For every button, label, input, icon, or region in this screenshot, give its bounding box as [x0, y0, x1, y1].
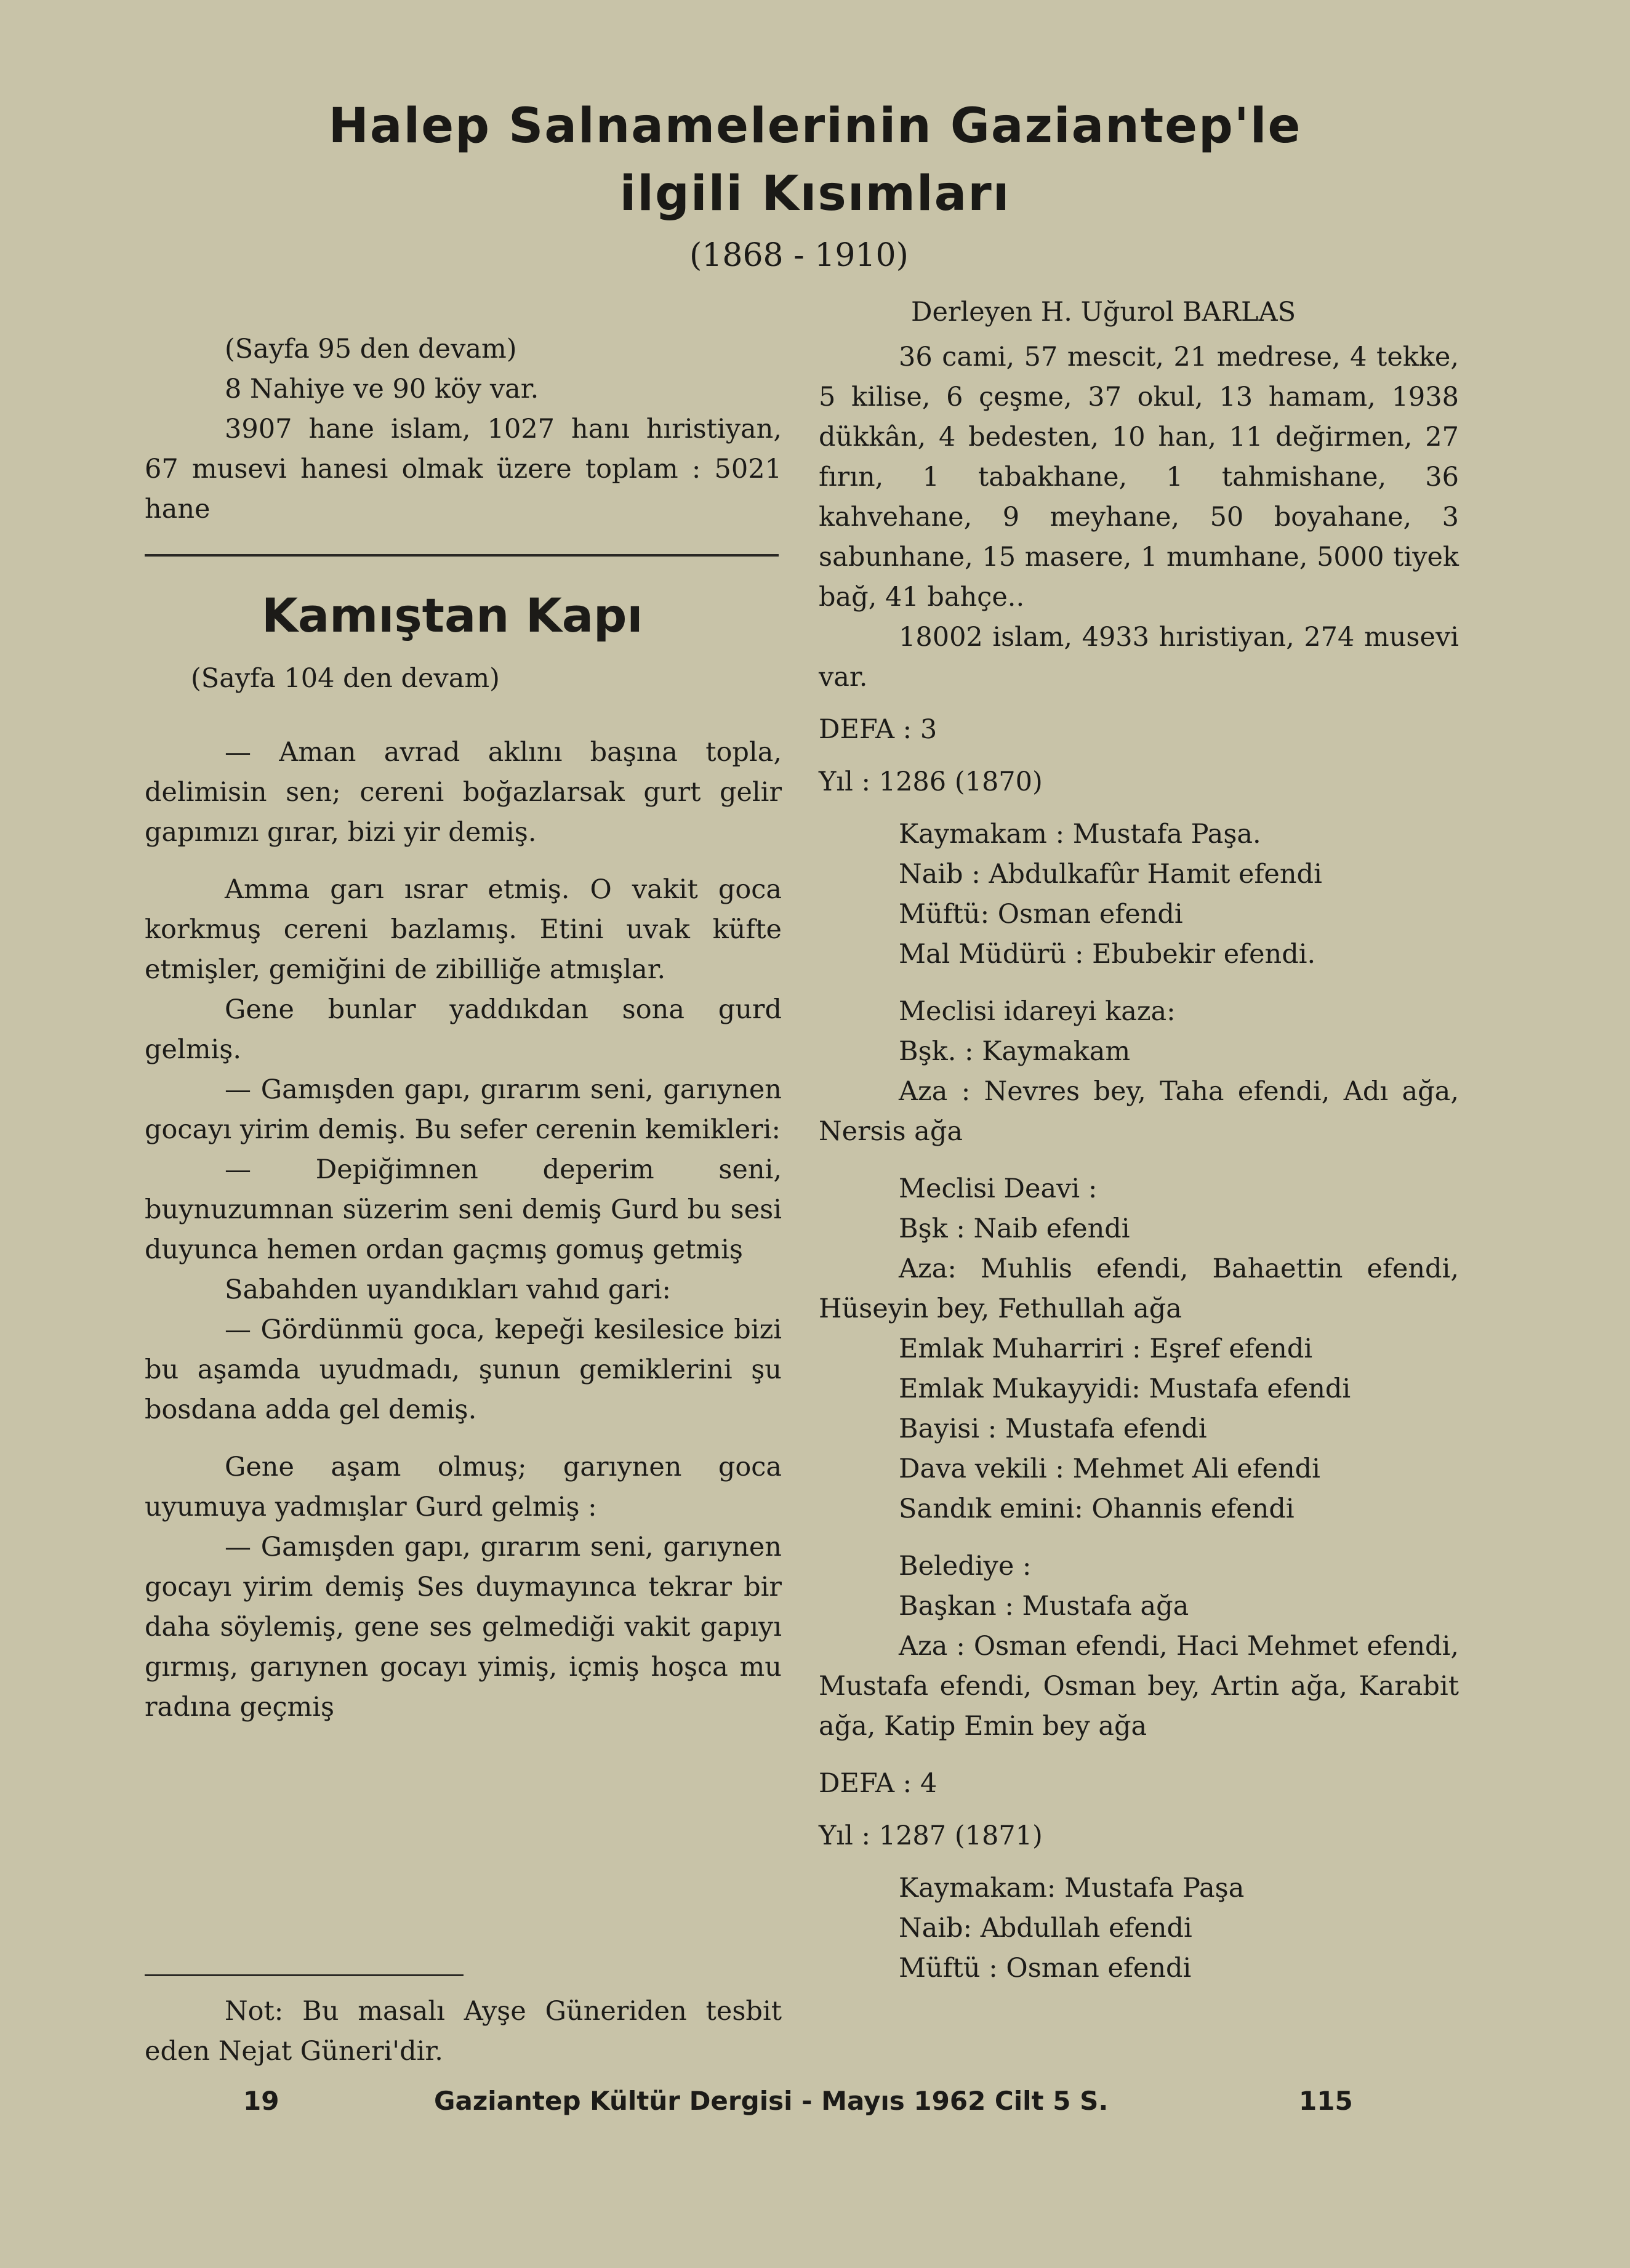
- municipality-line: Aza : Osman efendi, Haci Mehmet efendi, Mustafa efendi, Osman bey, Artin ağa, Karabit ağa, Katip Emin bey ağa: [819, 1631, 1459, 1742]
- council-line: Aza: Muhlis efendi, Bahaettin efendi, Hüseyin bey, Fethullah ağa: [819, 1253, 1459, 1324]
- population: 18002 islam, 4933 hıristiyan, 274 musevi var.: [819, 622, 1459, 693]
- officials-1870: [819, 814, 1459, 975]
- council-line: Emlak Mukayyidi: Mustafa efendi: [899, 1373, 1351, 1404]
- section-continued-text: (Sayfa 104 den devam): [191, 663, 500, 694]
- council-line: Meclisi Deavi :: [899, 1173, 1098, 1204]
- main-title-line1: Halep Salnamelerinin Gaziantep'le: [328, 99, 1302, 154]
- left-page-number: 19: [243, 2086, 279, 2116]
- compiler-credit: Derleyen H. Uğurol BARLAS: [911, 297, 1296, 328]
- council-line: Dava vekili : Mehmet Ali efendi: [899, 1454, 1320, 1484]
- defa-3-heading: DEFA : 3: [819, 714, 937, 745]
- meclis-idare: [819, 992, 1459, 1152]
- official-line: Müftü: Osman efendi: [899, 899, 1183, 930]
- council-line: Aza : Nevres bey, Taha efendi, Adı ağa, Nersis ağa: [819, 1076, 1459, 1147]
- story-paragraph: Gene aşam olmuş; garıynen goca uyumuya yadmışlar Gurd gelmiş :: [145, 1452, 782, 1522]
- right-page-number: 115: [1299, 2086, 1353, 2116]
- story-paragraph: — Gamışden gapı, gırarım seni, garıynen gocayı yirim demiş. Bu sefer cerenin kemikleri:: [145, 1074, 782, 1145]
- intro-hane: 3907 hane islam, 1027 hanı hıristiyan, 67 musevi hanesi olmak üzere toplam : 5021 hane: [145, 414, 782, 525]
- year-1286: Yıl : 1286 (1870): [819, 766, 1043, 797]
- official-line: Naib : Abdulkafûr Hamit efendi: [899, 859, 1322, 890]
- main-title-line2: ilgili Kısımları: [619, 166, 1011, 222]
- story-paragraph: — Gamışden gapı, gırarım seni, garıynen gocayı yirim demiş Ses duymayınca tekrar bir daha söylemiş, gene ses gelmediği vakit gapıyı gırmış, garıynen gocayı yimiş, içmiş hoşca mu radına geçmiş: [145, 1532, 782, 1723]
- story-paragraph: Sabahden uyandıkları vahıd gari:: [225, 1274, 671, 1305]
- story-paragraph: — Gördünmü goca, kepeği kesilesice bizi bu aşamda uyudmadı, şunun gemiklerini şu bosdana adda gel demiş.: [145, 1314, 782, 1425]
- story-paragraph: Amma garı ısrar etmiş. O vakit goca korkmuş cereni bazlamış. Etini uvak küfte etmişler, gemiğini de zibilliğe atmışlar.: [145, 874, 782, 985]
- city-statistics: 36 cami, 57 mescit, 21 medrese, 4 tekke, 5 kilise, 6 çeşme, 37 okul, 13 hamam, 1938 dükkân, 4 bedesten, 10 han, 11 değirmen, 27 fırın, 1 tabakhane, 1 tahmishane, 36 kahvehane, 9 meyhane, 50 boyahane, 3 sabunhane, 15 masere, 1 mumhane, 5000 tiyek bağ, 41 bahçe..: [819, 342, 1459, 613]
- municipality-line: Belediye :: [899, 1551, 1032, 1582]
- intro-nahiye: 8 Nahiye ve 90 köy var.: [225, 374, 539, 404]
- journal-info: Gaziantep Kültür Dergisi - Mayıs 1962 Cilt 5 S.: [434, 2086, 1109, 2116]
- official-line: Kaymakam : Mustafa Paşa.: [899, 819, 1261, 850]
- council-line: Bayisi : Mustafa efendi: [899, 1413, 1207, 1444]
- council-line: Emlak Muharriri : Eşref efendi: [899, 1333, 1313, 1364]
- official-line: Naib: Abdullah efendi: [899, 1913, 1192, 1944]
- official-line: Mal Müdürü : Ebubekir efendi.: [899, 939, 1316, 970]
- footnote-divider: [145, 1974, 464, 1976]
- section-continued: [145, 659, 782, 699]
- council-line: Meclisi idareyi kaza:: [899, 996, 1176, 1027]
- council-line: Sandık emini: Ohannis efendi: [899, 1494, 1295, 1524]
- meclis-deavi: [819, 1169, 1459, 1529]
- intro-continued: (Sayfa 95 den devam): [225, 334, 517, 364]
- council-line: Bşk : Naib efendi: [899, 1213, 1130, 1244]
- section-title: Kamıştan Kapı: [262, 588, 643, 643]
- official-line: Müftü : Osman efendi: [899, 1953, 1192, 1984]
- story-paragraph: — Aman avrad aklını başına topla, delimisin sen; cereni boğazlarsak gurt gelir gapımızı gırar, bizi yir demiş.: [145, 737, 782, 848]
- story-paragraph: Gene bunlar yaddıkdan sona gurd gelmiş.: [145, 994, 782, 1065]
- story-block: [145, 733, 782, 1727]
- footnote-text: Not: Bu masalı Ayşe Güneriden tesbit eden Nejat Güneri'dir.: [145, 1996, 782, 2067]
- footnote: [145, 1992, 782, 2072]
- story-paragraph: — Depiğimnen deperim seni, buynuzumnan süzerim seni demiş Gurd bu sesi duyunca hemen ordan gaçmış gomuş getmiş: [145, 1154, 782, 1265]
- belediye: [819, 1546, 1459, 1747]
- official-line: Kaymakam: Mustafa Paşa: [899, 1873, 1245, 1904]
- right-column: [819, 292, 1459, 1989]
- defa-4-heading: DEFA : 4: [819, 1768, 937, 1799]
- intro-block: [145, 329, 782, 529]
- council-line: Bşk. : Kaymakam: [899, 1036, 1131, 1067]
- year-1287: Yıl : 1287 (1871): [819, 1820, 1043, 1851]
- year-range: (1868 - 1910): [689, 237, 909, 274]
- section-divider: [145, 554, 779, 557]
- municipality-line: Başkan : Mustafa ağa: [899, 1591, 1189, 1622]
- officials-1871: [819, 1868, 1459, 1989]
